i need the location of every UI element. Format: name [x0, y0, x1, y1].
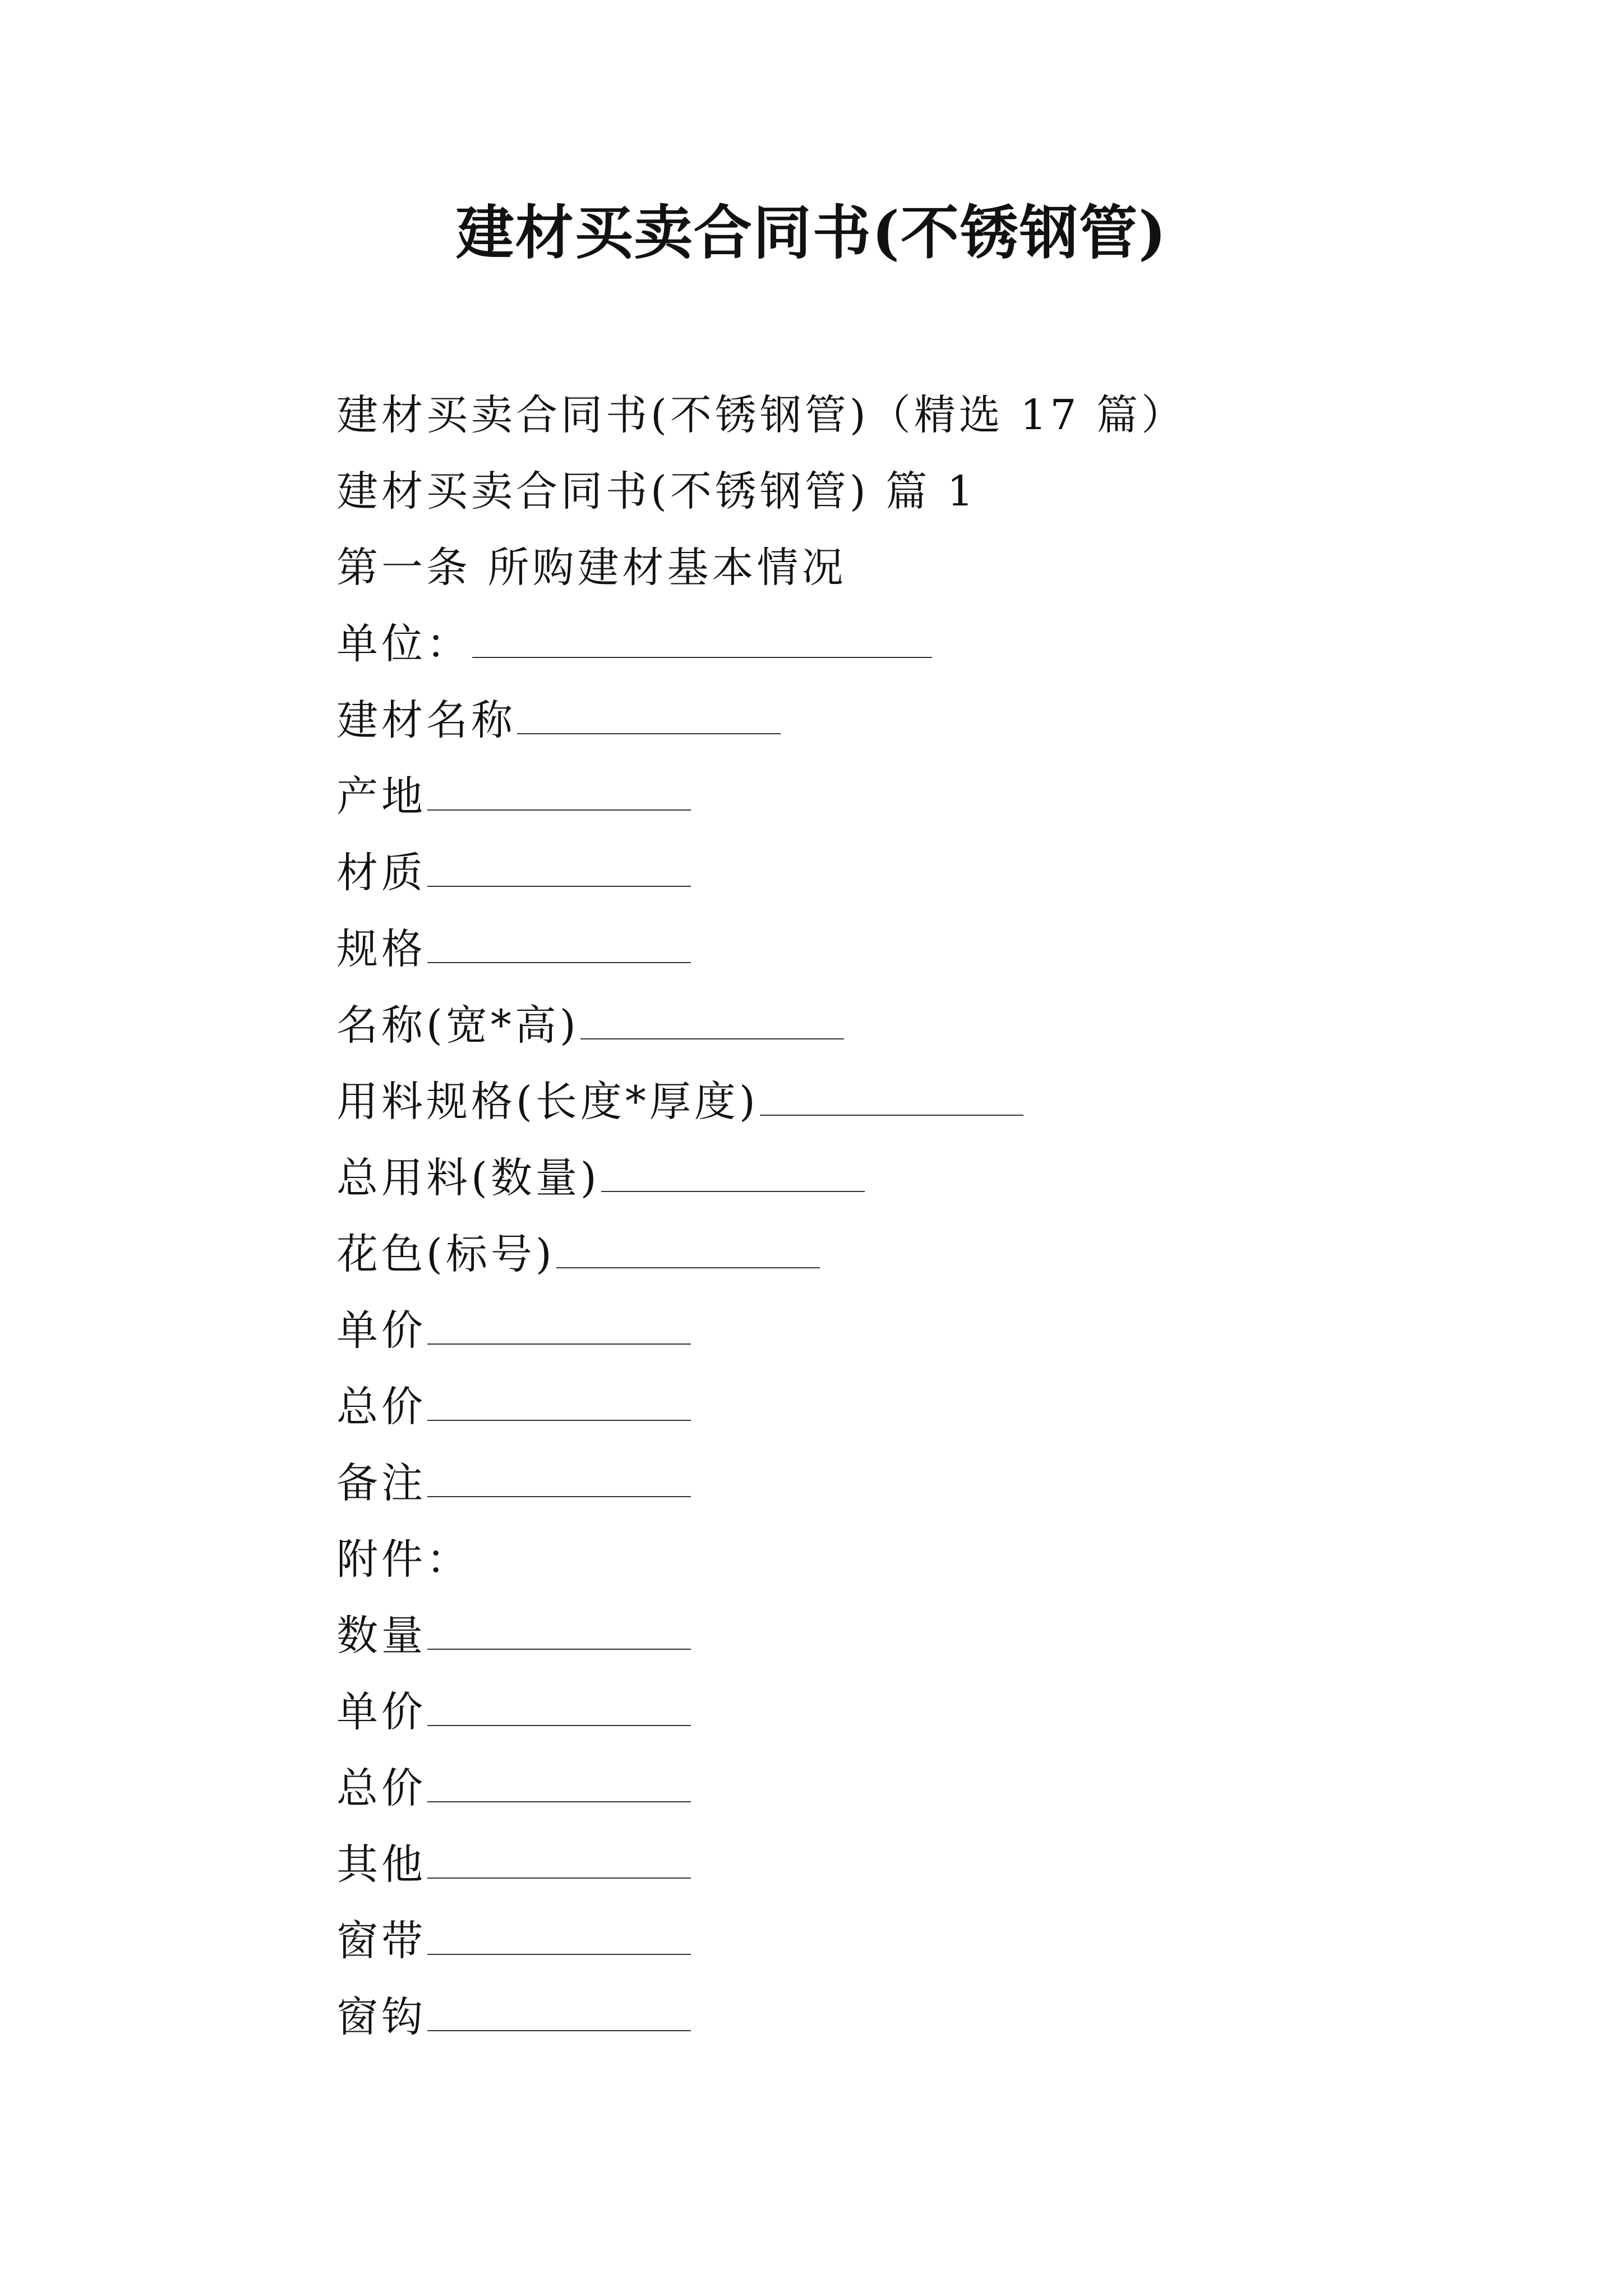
section-heading: 建材买卖合同书(不锈钢管) 篇 1 — [336, 467, 977, 516]
fill-in-blank[interactable] — [427, 1915, 691, 1955]
field-label: 材质 — [336, 849, 426, 897]
field-label: 总价 — [336, 1764, 426, 1812]
field-row-unit — [336, 616, 932, 672]
fill-in-blank[interactable] — [427, 1991, 691, 2031]
field-row-material-name — [336, 692, 781, 748]
field-label: 单价 — [336, 1306, 426, 1355]
field-label: 总价 — [336, 1383, 426, 1431]
field-label: 窗带 — [336, 1917, 426, 1965]
fill-in-blank[interactable] — [427, 1609, 691, 1650]
field-label: 花色(标号) — [336, 1230, 555, 1278]
document-title: 建材买卖合同书(不锈钢管) — [455, 198, 1168, 267]
field-label: 数量 — [336, 1612, 426, 1660]
fill-in-blank[interactable] — [601, 1152, 865, 1192]
field-row-material — [336, 845, 691, 901]
fill-in-blank[interactable] — [427, 1762, 691, 1802]
attachment-row-other — [336, 1837, 691, 1893]
fill-in-blank[interactable] — [556, 1228, 820, 1268]
attachment-heading: 附件： — [336, 1535, 471, 1584]
field-row-total-price — [336, 1379, 691, 1435]
clause-heading: 第一条 所购建材基本情况 — [336, 544, 847, 592]
field-row-color — [336, 1226, 820, 1282]
fill-in-blank[interactable] — [427, 1381, 691, 1421]
attachment-row-quantity — [336, 1608, 691, 1664]
field-label: 总用料(数量) — [336, 1154, 600, 1202]
fill-in-blank[interactable] — [427, 770, 691, 811]
fill-in-blank[interactable] — [427, 923, 691, 963]
fill-in-blank[interactable] — [760, 1075, 1023, 1116]
field-label: 备注 — [336, 1459, 426, 1507]
field-row-material-spec — [336, 1074, 1023, 1130]
field-row-remarks — [336, 1455, 691, 1511]
field-label: 名称(宽*高) — [336, 1001, 579, 1050]
fill-in-blank[interactable] — [580, 999, 844, 1039]
attachment-row-total-price — [336, 1760, 691, 1816]
field-row-unit-price — [336, 1303, 691, 1359]
field-row-total-material — [336, 1150, 865, 1206]
fill-in-blank[interactable] — [427, 1304, 691, 1345]
fill-in-blank[interactable] — [427, 1838, 691, 1879]
field-row-origin — [336, 769, 691, 825]
fill-in-blank[interactable] — [427, 1457, 691, 1497]
field-label: 窗钩 — [336, 1993, 426, 2041]
fill-in-blank[interactable] — [517, 694, 781, 734]
field-row-name-size — [336, 997, 844, 1053]
field-label: 用料规格(长度*厚度) — [336, 1078, 759, 1126]
attachment-row-unit-price — [336, 1684, 691, 1740]
attachment-row-window-hook — [336, 1989, 691, 2045]
field-label: 其他 — [336, 1841, 426, 1889]
field-row-spec — [336, 921, 691, 977]
field-label: 单价 — [336, 1688, 426, 1736]
fill-in-blank[interactable] — [427, 846, 691, 887]
field-label: 规格 — [336, 925, 426, 973]
field-label: 建材名称 — [336, 696, 516, 744]
attachment-row-window-strap — [336, 1913, 691, 1969]
field-label: 产地 — [336, 772, 426, 821]
field-label: 单位： — [336, 620, 471, 668]
document-subtitle: 建材买卖合同书(不锈钢管)（精选 17 篇） — [336, 391, 1186, 439]
fill-in-blank[interactable] — [472, 618, 932, 658]
fill-in-blank[interactable] — [427, 1686, 691, 1726]
